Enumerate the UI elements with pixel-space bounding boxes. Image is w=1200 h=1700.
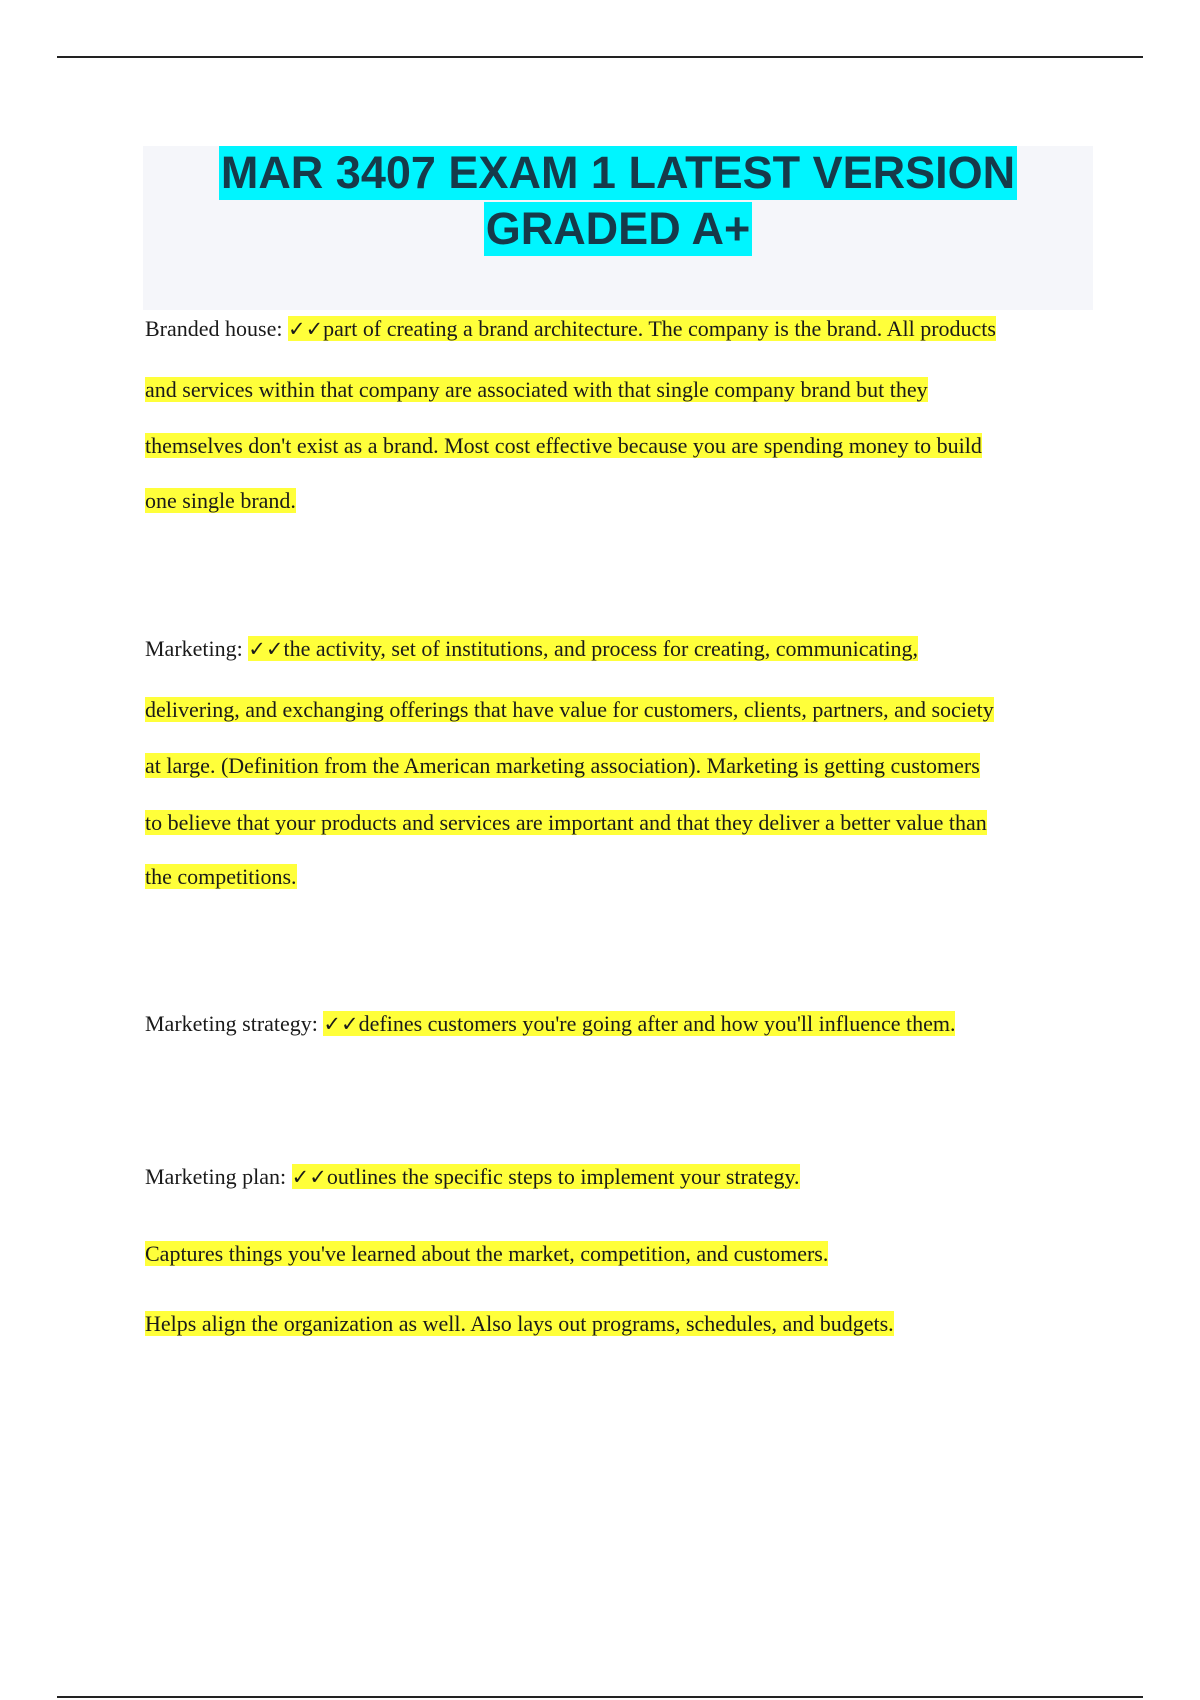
top-rule — [57, 56, 1143, 58]
bottom-rule — [57, 1696, 1143, 1698]
branded-house-term: Branded house: — [145, 316, 288, 341]
marketing-strategy-term: Marketing strategy: — [145, 1011, 324, 1036]
marketing-line-2: delivering, and exchanging offerings that have value for customers, clients, partners, and society — [145, 697, 994, 722]
branded-house-line-2: and services within that company are associated with that single company brand but they — [145, 377, 928, 402]
check-mark-icon: ✓✓ — [287, 317, 324, 341]
marketing-plan-line-3: Helps align the organization as well. Also lays out programs, schedules, and budgets. — [145, 1311, 894, 1336]
marketing-plan-definition: outlines the specific steps to implement your strategy. — [326, 1164, 800, 1189]
marketing-strategy-line-1 — [145, 1009, 955, 1039]
branded-house-definition: part of creating a brand architecture. The company is the brand. All products — [323, 316, 996, 341]
check-mark-icon: ✓✓ — [248, 637, 284, 661]
marketing-definition: the activity, set of institutions, and process for creating, communicating, — [283, 636, 919, 661]
document-title-line-2: GRADED A+ — [485, 203, 751, 254]
branded-house-line-1 — [145, 314, 996, 344]
marketing-line-1 — [145, 634, 918, 664]
marketing-term: Marketing: — [145, 636, 249, 661]
check-mark-icon: ✓✓ — [323, 1012, 359, 1036]
branded-house-line-3: themselves don't exist as a brand. Most cost effective because you are spending money to build — [145, 433, 982, 458]
title-block — [143, 146, 1093, 310]
marketing-line-4: to believe that your products and services are important and that they deliver a better value than — [145, 810, 987, 835]
marketing-line-3: at large. (Definition from the American marketing association). Marketing is getting customers — [145, 753, 980, 778]
marketing-line-5: the competitions. — [145, 864, 297, 889]
branded-house-line-4: one single brand. — [145, 488, 296, 513]
document-title-line-1: MAR 3407 EXAM 1 LATEST VERSION — [220, 147, 1016, 198]
check-mark-icon: ✓✓ — [291, 1165, 327, 1189]
marketing-plan-line-1 — [145, 1162, 800, 1192]
marketing-plan-line-2: Captures things you've learned about the market, competition, and customers. — [145, 1241, 829, 1266]
marketing-strategy-definition: defines customers you're going after and how you'll influence them. — [358, 1011, 956, 1036]
marketing-plan-term: Marketing plan: — [145, 1164, 292, 1189]
